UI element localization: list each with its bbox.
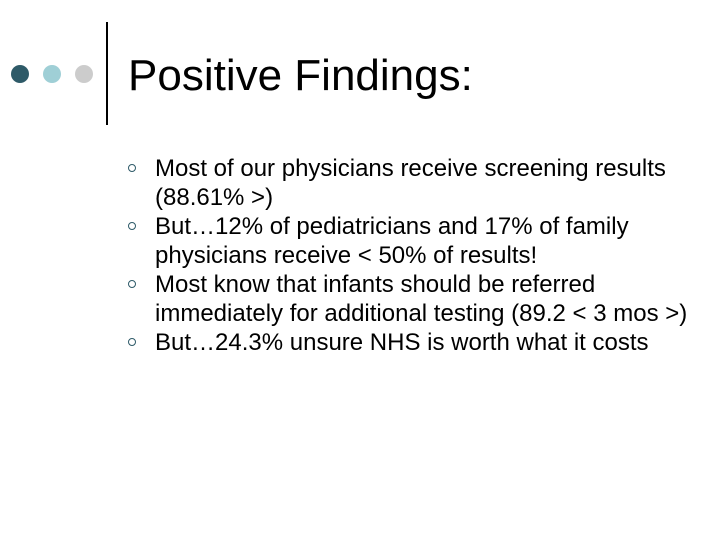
bullet-icon xyxy=(128,222,136,230)
bullet-item xyxy=(128,212,688,270)
bullet-item xyxy=(128,270,688,328)
bullet-item xyxy=(128,154,688,212)
bullet-item xyxy=(128,328,688,357)
decorative-dot-gray xyxy=(75,65,93,83)
bullet-icon xyxy=(128,164,136,172)
slide-title: Positive Findings: xyxy=(128,51,473,100)
bullet-icon xyxy=(128,338,136,346)
bullet-text: But…12% of pediatricians and 17% of family physicians receive < 50% of results! xyxy=(155,213,629,269)
bullet-text: Most of our physicians receive screening results (88.61% >) xyxy=(155,155,666,211)
bullet-text: Most know that infants should be referred immediately for additional testing (89.2 < 3 mos >) xyxy=(155,271,688,327)
decorative-dot-light xyxy=(43,65,61,83)
bullet-text: But…24.3% unsure NHS is worth what it costs xyxy=(155,329,649,356)
bullet-list xyxy=(128,154,688,357)
title-divider xyxy=(106,22,108,125)
bullet-icon xyxy=(128,280,136,288)
decorative-dot-dark xyxy=(11,65,29,83)
